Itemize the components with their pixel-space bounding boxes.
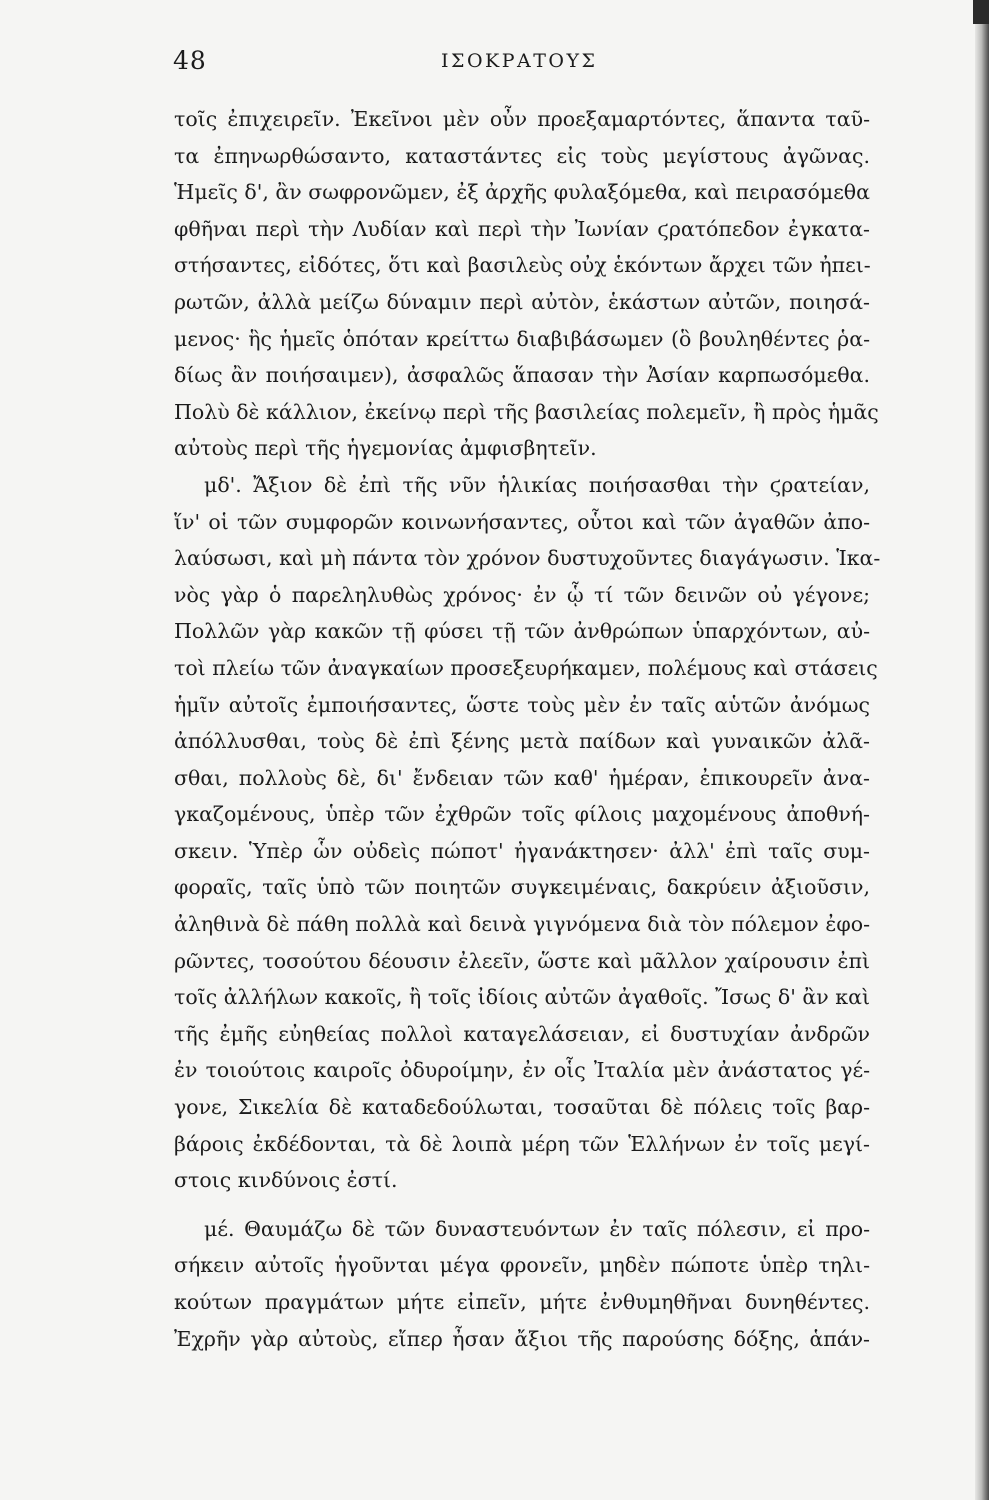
- text-line: Ἡμεῖς δ', ἂν σωφρονῶμεν, ἐξ ἀρχῆς φυλαξόμεθα, καὶ πειρασόμεθα: [174, 180, 870, 205]
- text-line: τοὶ πλείω τῶν ἀναγκαίων προσεξευρήκαμεν, πολέμους καὶ στάσεις: [174, 655, 878, 680]
- text-line: φοραῖς, ταῖς ὑπὸ τῶν ποιητῶν συγκειμέναις, δακρύειν ἀξιοῦσιν,: [174, 875, 870, 900]
- text-line: ἀπόλλυσθαι, τοὺς δὲ ἐπὶ ξένης μετὰ παίδων καὶ γυναικῶν ἀλᾶ-: [174, 729, 870, 754]
- paragraph-1: [174, 101, 879, 467]
- text-line: κούτων πραγμάτων μήτε εἰπεῖν, μήτε ἐνθυμηθῆναι δυνηθέντες.: [174, 1290, 870, 1314]
- text-line: Πολὺ δὲ κάλλιον, ἐκείνῳ περὶ τῆς βασιλείας πολεμεῖν, ἢ πρὸς ἡμᾶς: [174, 399, 879, 424]
- page-corner-shadow: [973, 0, 989, 24]
- text-line: σθαι, πολλοὺς δὲ, δι' ἔνδειαν τῶν καθ' ἡμέραν, ἐπικουρεῖν ἀνα-: [174, 765, 870, 790]
- page-number: 48: [173, 46, 207, 75]
- page-edge-shadow: [975, 0, 989, 1500]
- text-line: αὐτοὺς περὶ τῆς ἡγεμονίας ἀμφισβητεῖν.: [174, 436, 597, 461]
- text-line: μενος· ἣς ἡμεῖς ὁπόταν κρείττω διαβιβάσωμεν (ὃ βουληθέντες ῥα-: [174, 326, 870, 351]
- text-line: στήσαντες, εἰδότες, ὅτι καὶ βασιλεὺς οὐχ ἑκόντων ἄρχει τῶν ἠπει-: [174, 253, 871, 278]
- text-line: ἐν τοιούτοις καιροῖς ὀδυροίμην, ἐν οἷς Ἰταλία μὲν ἀνάστατος γέ-: [174, 1058, 870, 1083]
- body-text: [174, 101, 881, 1357]
- text-line: σήκειν αὐτοῖς ἡγοῦνται μέγα φρονεῖν, μηδὲν πώποτε ὑπὲρ τηλι-: [174, 1253, 870, 1278]
- text-line: λαύσωσι, καὶ μὴ πάντα τὸν χρόνον δυστυχοῦντες διαγάγωσιν. Ἱκα-: [174, 546, 881, 571]
- text-line: σκειν. Ὑπὲρ ὧν οὐδεὶς πώποτ' ἠγανάκτησεν· ἀλλ' ἐπὶ ταῖς συμ-: [174, 838, 870, 863]
- text-line: στοις κινδύνοις ἐστί.: [174, 1168, 398, 1193]
- paragraph-3: [174, 1211, 870, 1357]
- text-line: τῆς ἐμῆς εὐηθείας πολλοὶ καταγελάσειαν, εἰ δυστυχίαν ἀνδρῶν: [174, 1021, 870, 1046]
- text-line: Πολλῶν γὰρ κακῶν τῇ φύσει τῇ τῶν ἀνθρώπων ὑπαρχόντων, αὐ-: [174, 619, 870, 644]
- text-line: τα ἐπηνωρθώσαντο, καταστάντες εἰς τοὺς μεγίστους ἀγῶνας.: [174, 143, 870, 168]
- text-line: ἵν' οἱ τῶν συμφορῶν κοινωνήσαντες, οὗτοι καὶ τῶν ἀγαθῶν ἀπο-: [174, 509, 870, 534]
- text-line: δίως ἂν ποιήσαιμεν), ἀσφαλῶς ἅπασαν τὴν Ἀσίαν καρπωσόμεθα.: [174, 363, 870, 388]
- running-title: ΙΣΟΚΡΑΤΟΥΣ: [441, 50, 598, 72]
- text-line: μέ. Θαυμάζω δὲ τῶν δυναστευόντων ἐν ταῖς πόλεσιν, εἰ προ-: [204, 1216, 870, 1241]
- text-line: νὸς γὰρ ὁ παρεληλυθὼς χρόνος· ἐν ᾧ τί τῶν δεινῶν οὐ γέγονε;: [174, 582, 870, 607]
- text-line: ρῶντες, τοσούτου δέουσιν ἐλεεῖν, ὥστε καὶ μᾶλλον χαίρουσιν ἐπὶ: [174, 948, 870, 973]
- text-line: τοῖς ἐπιχειρεῖν. Ἐκεῖνοι μὲν οὖν προεξαμαρτόντες, ἅπαντα ταῦ-: [174, 107, 870, 131]
- text-line: γονε, Σικελία δὲ καταδεδούλωται, τοσαῦται δὲ πόλεις τοῖς βαρ-: [174, 1095, 870, 1120]
- running-head: [173, 46, 863, 86]
- text-line: ἡμῖν αὐτοῖς ἐμποιήσαντες, ὥστε τοὺς μὲν ἐν ταῖς αὑτῶν ἀνόμως: [174, 692, 870, 717]
- paragraph-2: [174, 467, 881, 1199]
- text-line: φθῆναι περὶ τὴν Λυδίαν καὶ περὶ τὴν Ἰωνίαν ϛρατόπεδον ἐγκατα-: [174, 216, 870, 241]
- text-line: τοῖς ἀλλήλων κακοῖς, ἢ τοῖς ἰδίοις αὐτῶν ἀγαθοῖς. Ἴσως δ' ἂν καὶ: [174, 985, 870, 1010]
- text-line: ρωτῶν, ἀλλὰ μείζω δύναμιν περὶ αὐτὸν, ἑκάστων αὐτῶν, ποιησά-: [174, 289, 870, 314]
- text-line: βάροις ἐκδέδονται, τὰ δὲ λοιπὰ μέρη τῶν Ἑλλήνων ἐν τοῖς μεγί-: [174, 1131, 870, 1156]
- text-line: Ἐχρῆν γὰρ αὐτοὺς, εἴπερ ἦσαν ἄξιοι τῆς παρούσης δόξης, ἁπάν-: [174, 1326, 870, 1351]
- text-line: γκαζομένους, ὑπὲρ τῶν ἐχθρῶν τοῖς φίλοις μαχομένους ἀποθνή-: [174, 802, 870, 827]
- text-line: ἀληθινὰ δὲ πάθη πολλὰ καὶ δεινὰ γιγνόμενα διὰ τὸν πόλεμον ἐφο-: [174, 912, 870, 937]
- paragraph-gap: [174, 1199, 870, 1211]
- text-line: μδ'. Ἄξιον δὲ ἐπὶ τῆς νῦν ἡλικίας ποιήσασθαι τὴν ϛρατείαν,: [204, 472, 870, 497]
